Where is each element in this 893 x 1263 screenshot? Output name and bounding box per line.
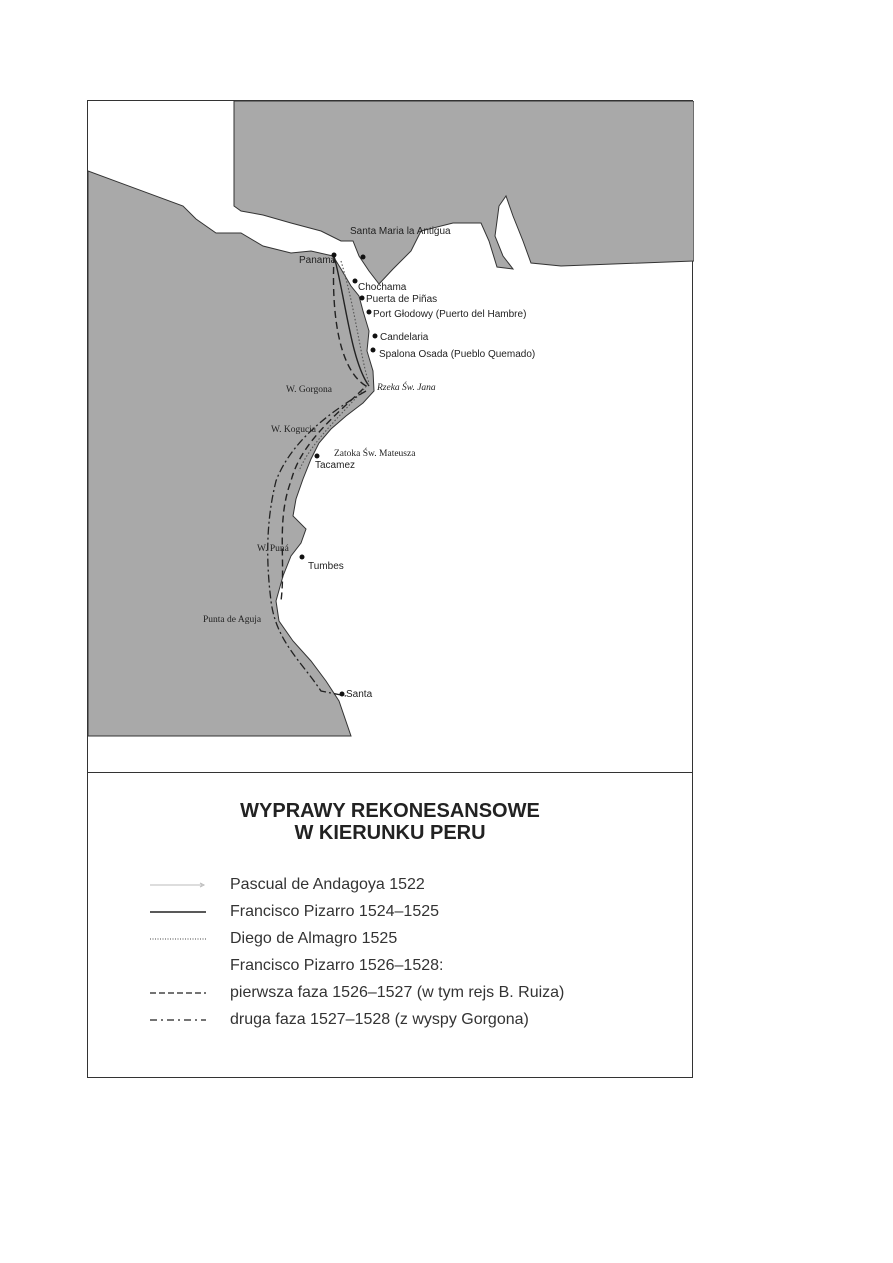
legend-item-first-phase (148, 984, 564, 1002)
line-sample-thin-arrow (148, 880, 208, 890)
legend-item-andagoya (148, 876, 425, 894)
legend-label: Francisco Pizarro 1524–1525 (230, 903, 440, 920)
label-panama: Panama (299, 255, 337, 266)
legend-label: Pascual de Andagoya 1522 (230, 876, 425, 893)
map (88, 101, 694, 773)
line-sample-none (148, 961, 208, 971)
legend-item-almagro (148, 930, 397, 948)
label-punta-aguja: Punta de Aguja (203, 615, 262, 625)
label-kogucia: W. Kogucia (271, 425, 317, 435)
line-sample-dash-dot (148, 1015, 208, 1025)
line-sample-solid (148, 907, 208, 917)
legend-item-pizarro-1526 (148, 957, 443, 975)
title-line-2: W KIERUNKU PERU (294, 822, 486, 844)
divider (87, 772, 693, 773)
label-puna: W. Puná (257, 544, 289, 554)
label-santa-maria: Santa Maria la Antigua (350, 226, 451, 237)
title-line-1: WYPRAWY REKONESANSOWE (240, 800, 540, 822)
label-tacamez: Tacamez (315, 460, 356, 471)
label-chochama: Chochama (358, 282, 407, 293)
label-spalona-osada: Spalona Osada (Pueblo Quemado) (379, 349, 536, 360)
label-zatoka: Zatoka Św. Mateusza (334, 449, 416, 459)
legend-title (87, 800, 693, 844)
label-candelaria: Candelaria (380, 332, 429, 343)
legend-item-second-phase (148, 1011, 529, 1029)
label-puerta-pinas: Puerta de Piñas (366, 294, 438, 305)
label-santa: Santa (346, 689, 373, 700)
line-sample-dashed (148, 988, 208, 998)
line-sample-dotted (148, 934, 208, 944)
legend-item-pizarro-1524 (148, 903, 439, 921)
label-rzeka: Rzeka Św. Jana (377, 383, 436, 393)
legend-label: Francisco Pizarro 1526–1528: (230, 957, 444, 974)
legend-label: druga faza 1527–1528 (z wyspy Gorgona) (230, 1011, 529, 1028)
label-tumbes: Tumbes (308, 561, 344, 572)
label-gorgona: W. Gorgona (286, 385, 332, 395)
legend-label: pierwsza faza 1526–1527 (w tym rejs B. Ruiza) (230, 984, 565, 1001)
label-port-glodowy: Port Głodowy (Puerto del Hambre) (373, 309, 527, 320)
legend-label: Diego de Almagro 1525 (230, 930, 398, 947)
